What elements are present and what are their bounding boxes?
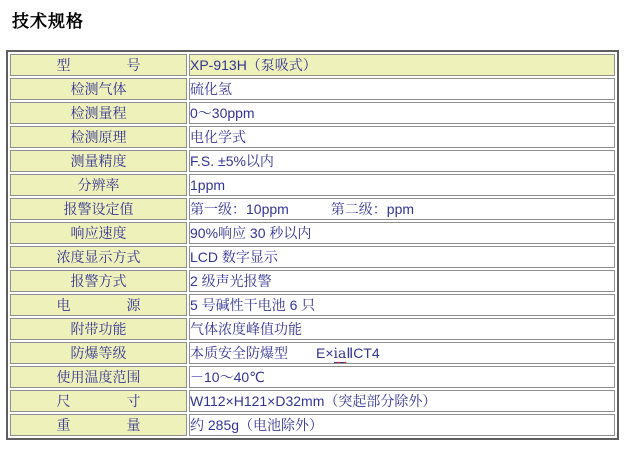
- spec-table: [6, 50, 619, 440]
- table-row: [10, 150, 615, 172]
- spec-label: 报警方式: [10, 270, 187, 292]
- spec-label: 检测原理: [10, 126, 187, 148]
- spec-value: 2 级声光报警: [189, 270, 615, 292]
- spec-value: 第一级：10ppm 第二级：ppm: [189, 198, 615, 220]
- spec-label: 检测量程: [10, 102, 187, 124]
- table-row: [10, 102, 615, 124]
- spec-value: 1ppm: [189, 174, 615, 196]
- table-row: [10, 222, 615, 244]
- spec-value: 5 号碱性干电池 6 只: [189, 294, 615, 316]
- spec-value: XP-913H（泵吸式）: [189, 54, 615, 76]
- table-row: [10, 318, 615, 340]
- table-row: [10, 390, 615, 412]
- table-row: [10, 198, 615, 220]
- spec-label: 分辨率: [10, 174, 187, 196]
- spec-value: 硫化氢: [189, 78, 615, 100]
- spec-value: 0～30ppm: [189, 102, 615, 124]
- table-row: [10, 366, 615, 388]
- page-title: 技术规格: [12, 12, 84, 31]
- spec-label: 报警设定值: [10, 198, 187, 220]
- spec-label: 使用温度范围: [10, 366, 187, 388]
- table-row: [10, 78, 615, 100]
- spec-label: 重 量: [10, 414, 187, 436]
- spec-label: 尺 寸: [10, 390, 187, 412]
- table-row: [10, 246, 615, 268]
- table-row: [10, 342, 615, 364]
- spec-value: LCD 数字显示: [189, 246, 615, 268]
- table-row: [10, 54, 615, 76]
- spec-label: 检测气体: [10, 78, 187, 100]
- spec-value: 气体浓度峰值功能: [189, 318, 615, 340]
- table-row: [10, 174, 615, 196]
- spec-label: 响应速度: [10, 222, 187, 244]
- table-row: [10, 126, 615, 148]
- spec-label: 浓度显示方式: [10, 246, 187, 268]
- table-row: [10, 414, 615, 436]
- spec-value: 约 285g（电池除外）: [189, 414, 615, 436]
- explosion-rating-prefix: 本质安全防爆型 E×: [190, 345, 334, 361]
- spec-value: 电化学式: [189, 126, 615, 148]
- spec-label: 电 源: [10, 294, 187, 316]
- spec-label: 防爆等级: [10, 342, 187, 364]
- spec-value: W112×H121×D32mm（突起部分除外）: [189, 390, 615, 412]
- spec-value: [189, 342, 615, 364]
- spec-value: －10～40℃: [189, 366, 615, 388]
- spec-value: F.S. ±5%以内: [189, 150, 615, 172]
- explosion-rating-suffix: ⅡCT4: [346, 345, 380, 361]
- spec-value: 90%响应 30 秒以内: [189, 222, 615, 244]
- table-row: [10, 270, 615, 292]
- table-row: [10, 294, 615, 316]
- spec-label: 型 号: [10, 54, 187, 76]
- explosion-rating-underlined: ia: [333, 346, 347, 362]
- spec-label: 附带功能: [10, 318, 187, 340]
- spec-label: 测量精度: [10, 150, 187, 172]
